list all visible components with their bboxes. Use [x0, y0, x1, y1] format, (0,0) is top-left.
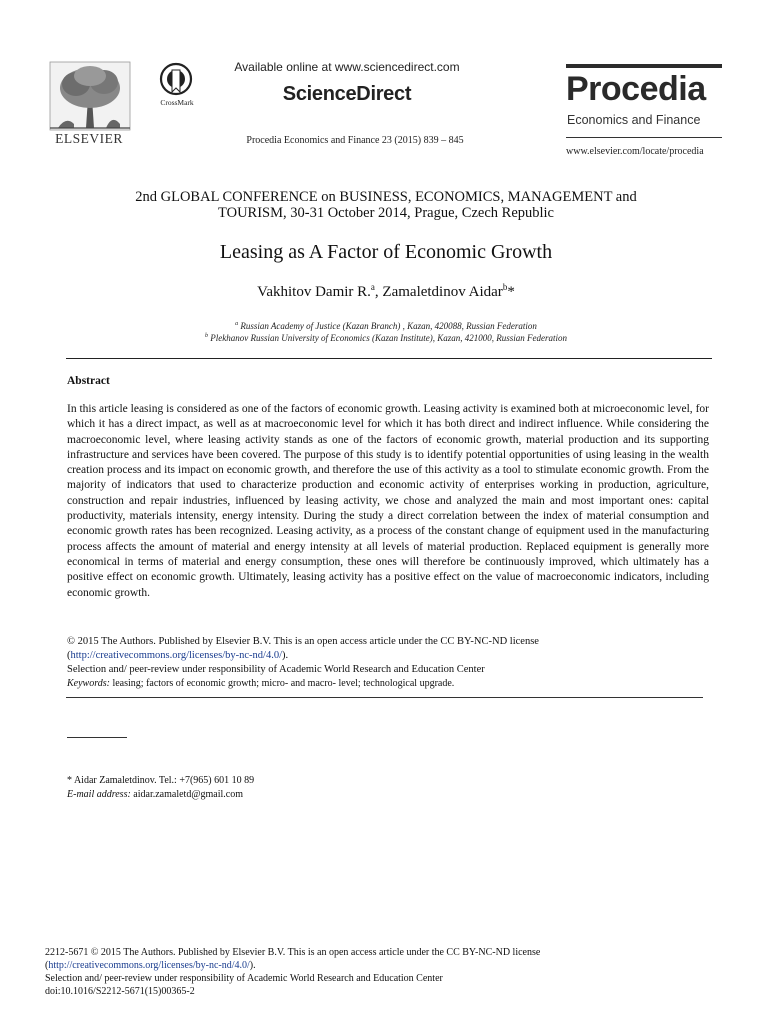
abstract-heading: Abstract	[67, 375, 110, 387]
license-link[interactable]: http://creativecommons.org/licenses/by-nc-nd/4.0/	[70, 650, 283, 661]
corresponding-mark: *	[507, 284, 515, 300]
abstract-end-rule	[66, 697, 703, 698]
email-note	[67, 789, 243, 800]
affiliation-b-text: Plekhanov Russian University of Economics (Kazan Institute), Kazan, 421000, Russian Federation	[208, 333, 567, 343]
available-online-text: Available online at www.sciencedirect.com	[234, 60, 460, 74]
author-1: Vakhitov Damir R.	[257, 284, 371, 300]
keywords-label: Keywords:	[67, 678, 110, 689]
conference-name	[60, 189, 712, 221]
abstract-body: In this article leasing is considered as one of the factors of economic growth. Leasing activity is examined both at microeconomic level, for which it has a direct impact, as well as at macroeconomic level for which it has both direct and indirect influence. While considering the macroeconomic level, where leasing activity stands as one of the factors of economic growth, material production and its supporting infrastructure and services have been covered. The purpose of this study is to identify potential opportunities of using leasing in the wealth creation process and its impact on economic growth, and therefore the use of this activity as a tool to stimulate economic growth. From the majority of indicators that used to characterize production and economic activity of enterprises working in production, agriculture, construction and repair industries, influenced by leasing activity, we chose and analyzed the main and most important ones: capital productivity, materials intensity, energy intensity. During the study a direct correlation between the index of material consumption and economic growth rates has been recognized. Leasing activity, as a process of the constant change of equipment used in the manufacturing process affects the amount of material and energy intensity at all levels of material production. Replaced equipment is generally more economical in terms of material and energy consumption, these ones will therefore be continuously improved, which ultimately has a positive effect on economic growth. Ultimately, leasing activity has a positive effect on the value of macroeconomic indicators, including economic growth.	[67, 403, 709, 599]
keywords-text: leasing; factors of economic growth; micro- and macro- level; technological upgrade.	[109, 678, 455, 689]
crossmark-label: CrossMark	[160, 98, 194, 107]
author-2: Zamaletdinov Aidar	[382, 284, 503, 300]
sciencedirect-logo: ScienceDirect	[282, 83, 412, 105]
author-2-affil: b	[502, 282, 508, 292]
license-line: © 2015 The Authors. Published by Elsevier B.V. This is an open access article under the CC BY-NC-ND license	[67, 636, 539, 647]
header-rule	[66, 358, 712, 359]
bottom-link-open: (	[45, 960, 49, 971]
license-link-open: (	[67, 650, 71, 661]
paper-title: Leasing as A Factor of Economic Growth	[219, 241, 553, 263]
procedia-top-bar	[566, 64, 722, 68]
license-link-close: ).	[282, 650, 289, 661]
keywords-line	[67, 677, 709, 691]
affiliation-a	[60, 321, 712, 331]
email-address[interactable]: aidar.zamaletd@gmail.com	[130, 789, 244, 800]
procedia-logo: Procedia	[566, 70, 706, 108]
corresponding-author-note: * Aidar Zamaletdinov. Tel.: +7(965) 601 10 89	[67, 775, 255, 786]
publisher-name: ELSEVIER	[55, 131, 123, 146]
bottom-peer-review-line: Selection and/ peer-review under responsibility of Academic World Research and Education Center	[45, 973, 443, 984]
footnote-rule	[67, 737, 127, 738]
procedia-subtitle: Economics and Finance	[567, 113, 701, 127]
procedia-divider	[566, 137, 722, 138]
affiliation-a-sup: a	[235, 321, 239, 327]
conference-line-2: TOURISM, 30-31 October 2014, Prague, Czech Republic	[218, 205, 554, 221]
bottom-license-link-line	[45, 960, 256, 971]
affiliation-a-text: Russian Academy of Justice (Kazan Branch) , Kazan, 420088, Russian Federation	[238, 321, 537, 331]
procedia-url[interactable]: www.elsevier.com/locate/procedia	[566, 146, 704, 157]
affiliation-b-sup: b	[205, 333, 209, 339]
license-link-line	[67, 649, 709, 663]
bottom-link-close: ).	[249, 960, 256, 971]
bottom-license-link[interactable]: http://creativecommons.org/licenses/by-nc-nd/4.0/	[48, 960, 250, 971]
author-line	[60, 282, 712, 301]
doi-line[interactable]: doi:10.1016/S2212-5671(15)00365-2	[45, 986, 195, 997]
email-label: E-mail address:	[67, 789, 131, 800]
author-separator: ,	[374, 284, 383, 300]
peer-review-line: Selection and/ peer-review under responsibility of Academic World Research and Education Center	[67, 664, 485, 675]
issn-copyright-line: 2212-5671 © 2015 The Authors. Published by Elsevier B.V. This is an open access article under the CC BY-NC-ND license	[45, 947, 541, 958]
affiliation-b	[60, 333, 712, 343]
journal-reference: Procedia Economics and Finance 23 (2015) 839 – 845	[246, 135, 464, 146]
author-1-affil: a	[370, 282, 375, 292]
conference-line-1: 2nd GLOBAL CONFERENCE on BUSINESS, ECONOMICS, MANAGEMENT and	[135, 189, 637, 205]
